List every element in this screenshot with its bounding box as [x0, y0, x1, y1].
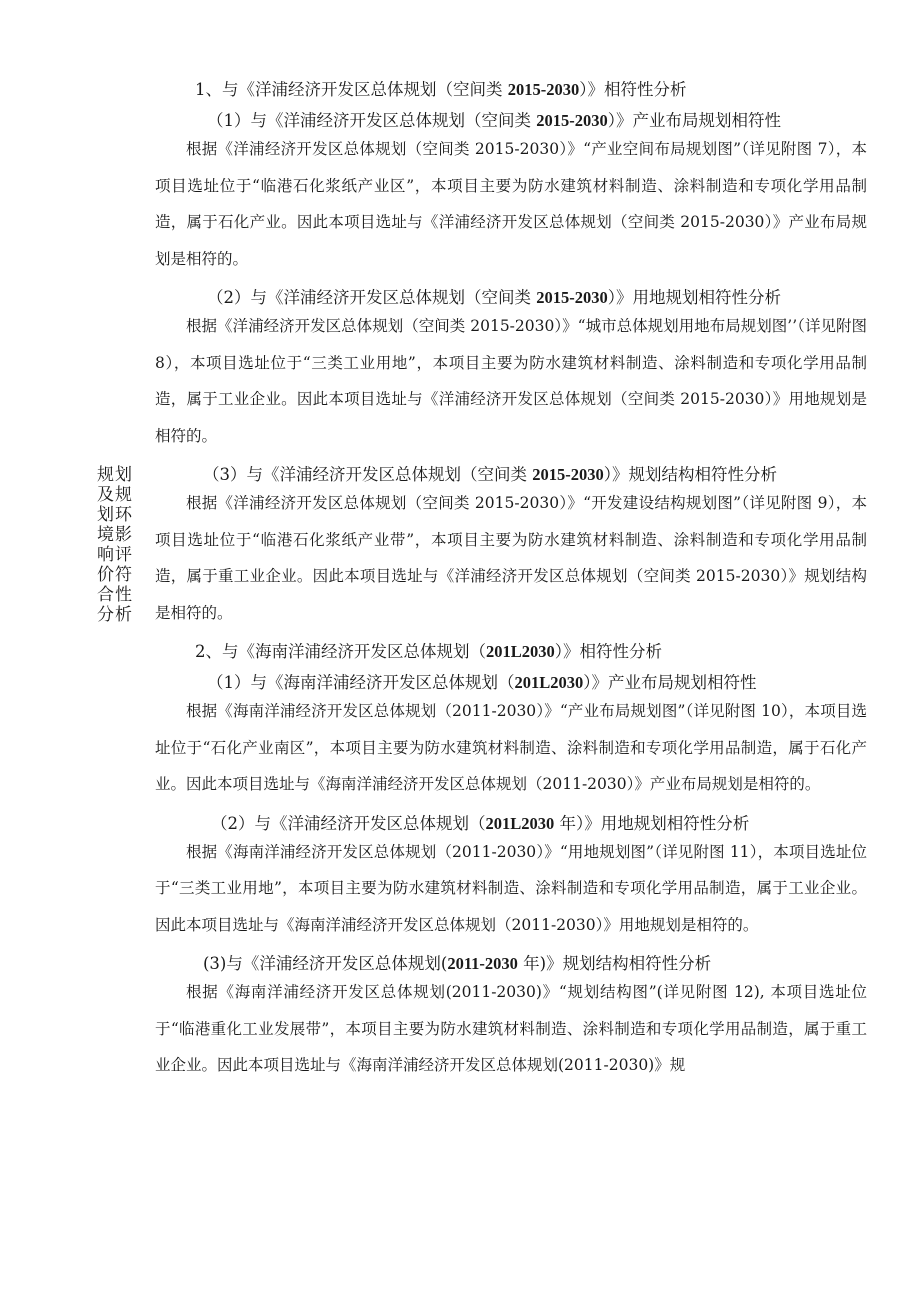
section-1-3-title: （3）与《洋浦经济开发区总体规划（空间类 2015-2030）》规划结构相符性分析 — [203, 465, 777, 484]
section-1-1-body: 根据《洋浦经济开发区总体规划（空间类 2015-2030）》“产业空间布局规划图”（详见附图 7），本项目选址位于“临港石化浆纸产业区”，本项目主要为防水建筑材料制造、涂料制造和专项化学用品制造，属于石化产业。因此本项目选址与《洋浦经济开发区总体规划（空间类 2015-2030）》产业布局规划是相符的。 — [155, 140, 867, 268]
section-2-3-body: 根据《海南洋浦经济开发区总体规划(2011-2030)》“规划结构图”(详见附图 12), 本项目选址位于“临港重化工业发展带”，本项目主要为防水建筑材料制造、涂料制造和专项化学用品制造，属于重工业企业。因此本项目选址与《海南洋浦经济开发区总体规划(2011-2030)》规 — [155, 983, 867, 1074]
section-1-3-body: 根据《洋浦经济开发区总体规划（空间类 2015-2030）》“开发建设结构规划图”（详见附图 9），本项目选址位于“临港石化浆纸产业带”，本项目主要为防水建筑材料制造、涂料制造和专项化学用品制造，属于重工业企业。因此本项目选址与《洋浦经济开发区总体规划（空间类 2015-2030）》规划结构是相符的。 — [155, 494, 867, 622]
section-1-2-title: （2）与《洋浦经济开发区总体规划（空间类 2015-2030）》用地规划相符性分析 — [207, 288, 781, 307]
side-label: 规划及规划环境影响评价符合性分析 — [97, 465, 133, 625]
section-2-title: 2、与《海南洋浦经济开发区总体规划（201L2030）》相符性分析 — [195, 642, 663, 661]
section-2-2-title: （2）与《洋浦经济开发区总体规划（201L2030 年）》用地规划相符性分析 — [211, 813, 750, 833]
section-2-1-title: （1）与《海南洋浦经济开发区总体规划（201L2030）》产业布局规划相符性 — [207, 673, 757, 692]
section-1-title: 1、与《洋浦经济开发区总体规划（空间类 2015-2030）》相符性分析 — [195, 80, 687, 99]
section-2-2-body: 根据《海南洋浦经济开发区总体规划（2011-2030）》“用地规划图”（详见附图 11），本项目选址位于“三类工业用地”，本项目主要为防水建筑材料制造、涂料制造和专项化学用品制造，属于工业企业。因此本项目选址与《海南洋浦经济开发区总体规划（2011-2030）》用地规划是相符的。 — [155, 842, 867, 934]
section-1-2-body: 根据《洋浦经济开发区总体规划（空间类 2015-2030）》“城市总体规划用地布局规划图’’（详见附图 8），本项目选址位于“三类工业用地”，本项目主要为防水建筑材料制造、涂料制造和专项化学用品制造，属于工业企业。因此本项目选址与《洋浦经济开发区总体规划（空间类 2015-2030）》用地规划是相符的。 — [155, 317, 867, 445]
section-2-1-body: 根据《海南洋浦经济开发区总体规划（2011-2030）》“产业布局规划图”（详见附图 10），本项目选址位于“石化产业南区”，本项目主要为防水建筑材料制造、涂料制造和专项化学用品制造，属于石化产业。因此本项目选址与《海南洋浦经济开发区总体规划（2011-2030）》产业布局规划是相符的。 — [155, 702, 867, 793]
document-body — [155, 80, 867, 1084]
section-1-1-title: （1）与《洋浦经济开发区总体规划（空间类 2015-2030）》产业布局规划相符性 — [207, 111, 781, 130]
section-2-3-title: (3)与《洋浦经济开发区总体规划(2011-2030 年)》规划结构相符性分析 — [203, 954, 712, 973]
